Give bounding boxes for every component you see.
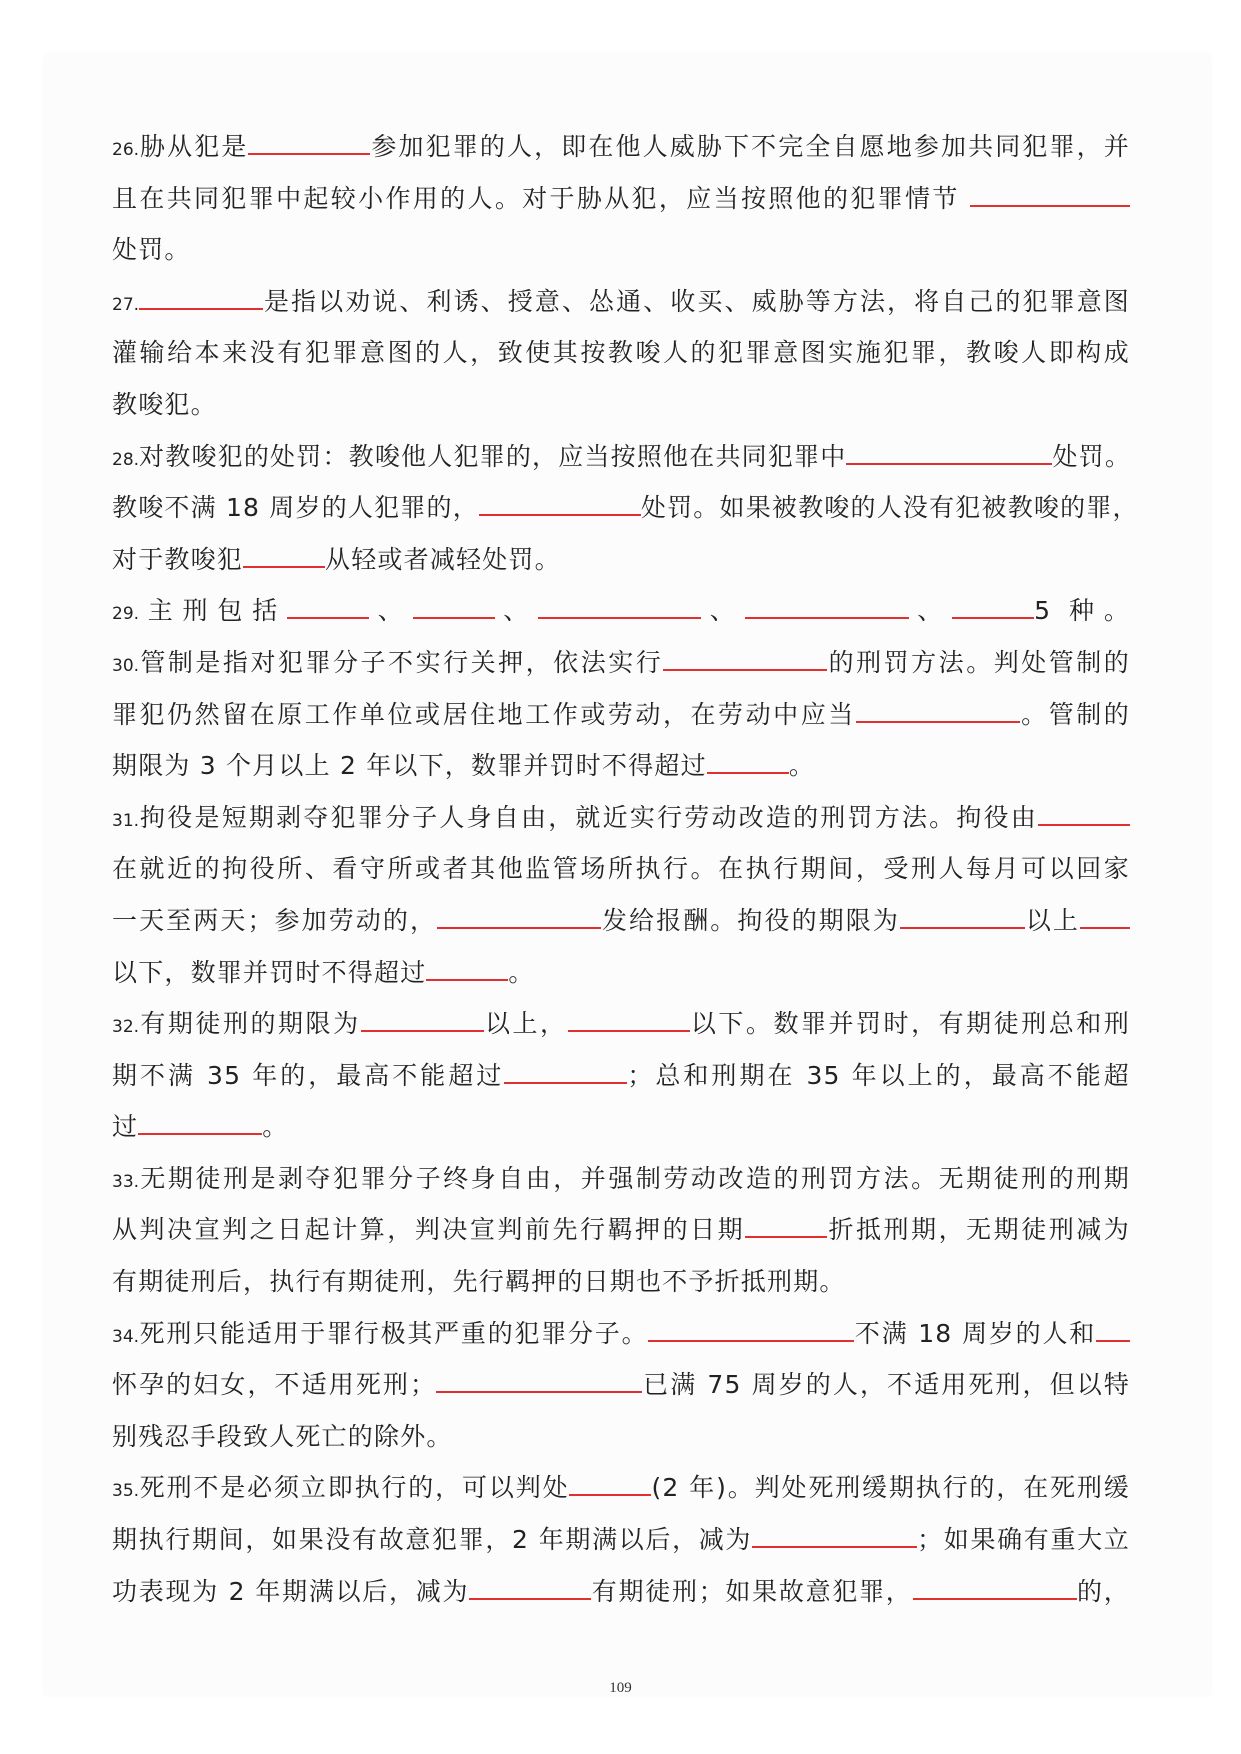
question-text: 处罚。	[1052, 441, 1132, 471]
question-text: 死刑不是必须立即执行的，可以判处	[139, 1473, 570, 1503]
question-text: ；如果确有重大立	[917, 1525, 1130, 1555]
question-text: 以下。数罪并罚时，有期徒刑总和刑	[689, 1009, 1130, 1039]
fill-in-blank	[479, 492, 641, 516]
question-text: 胁从犯是	[139, 132, 249, 161]
fill-in-blank	[1096, 1318, 1130, 1342]
fill-in-blank	[248, 131, 370, 155]
question-text: 无期徒刑是剥夺犯罪分子终身自由，并强制劳动改造的刑罚方法。无期徒刑的刑期	[139, 1163, 1130, 1193]
question-number: 33.	[112, 1171, 140, 1192]
text-line	[112, 1106, 1130, 1158]
fill-in-blank	[436, 1369, 642, 1393]
fill-in-blank	[139, 286, 263, 310]
fill-in-blank	[569, 1472, 651, 1496]
question-text: 从轻或者减轻处罚。	[325, 544, 561, 574]
text-line	[112, 539, 1130, 591]
fill-in-blank	[361, 1008, 484, 1032]
question-text: 已满 75 周岁的人，不适用死刑，但以特	[642, 1370, 1130, 1400]
question-text: 罪犯仍然留在原工作单位或居住地工作或劳动，在劳动中应当	[112, 699, 856, 729]
question-text: 期执行期间，如果没有故意犯罪，2 年期满以后，减为	[112, 1525, 753, 1555]
question-number: 27.	[112, 294, 140, 315]
fill-in-blank	[752, 1524, 917, 1548]
fill-in-blank	[707, 750, 789, 774]
text-line	[112, 1313, 1130, 1365]
fill-in-blank	[426, 957, 508, 981]
question-text: 不满 18 周岁的人和	[854, 1318, 1096, 1348]
text-line	[112, 1467, 1130, 1519]
question-text: 拘役是短期剥夺犯罪分子人身自由，就近实行劳动改造的刑罚方法。拘役由	[139, 802, 1038, 832]
fill-in-blank	[745, 1214, 827, 1238]
question-number: 30.	[112, 655, 140, 676]
question-text: ；总和刑期在 35 年以上的，最高不能超	[627, 1060, 1130, 1090]
question-text: 的刑罚方法。判处管制的	[827, 647, 1130, 677]
question-text: 从判决宣判之日起计算，判决宣判前先行羁押的日期	[112, 1215, 746, 1245]
question-text: 、	[908, 596, 953, 626]
question-text: 功表现为 2 年期满以后，减为	[112, 1576, 470, 1606]
question-text: 、	[369, 596, 413, 626]
question-number: 32.	[112, 1017, 140, 1038]
question-text: 。管制的	[1019, 699, 1130, 729]
fill-in-blank	[243, 544, 325, 568]
question-text: 主刑包括	[139, 596, 288, 626]
question-text: 有期徒刑；如果故意犯罪，	[591, 1576, 913, 1606]
question-text: 折抵刑期，无期徒刑减为	[827, 1215, 1130, 1245]
question-text: 以下，数罪并罚时不得超过	[112, 957, 427, 987]
question-text: 怀孕的妇女，不适用死刑；	[112, 1370, 437, 1400]
question-text: 、	[701, 596, 745, 626]
question-text: 且在共同犯罪中起较小作用的人。对于胁从犯，应当按照他的犯罪情节	[112, 183, 970, 213]
question-text: 、	[494, 596, 539, 626]
question-text: 对于教唆犯	[112, 544, 244, 574]
text-line	[112, 178, 1130, 230]
question-text: 期不满 35 年的，最高不能超过	[112, 1060, 505, 1090]
text-line	[112, 900, 1130, 952]
fill-in-blank	[970, 183, 1130, 207]
question-text: 过	[112, 1112, 139, 1142]
question-number: 34.	[112, 1326, 140, 1347]
question-text: (2 年)。判处死刑缓期执行的，在死刑缓	[651, 1473, 1130, 1503]
fill-in-blank	[856, 699, 1020, 723]
fill-in-blank	[663, 647, 827, 671]
question-text: 5 种。	[1034, 596, 1131, 626]
fill-in-blank	[900, 905, 1025, 929]
fill-in-blank	[138, 1111, 262, 1135]
text-line	[112, 1055, 1130, 1107]
fill-in-blank	[913, 1576, 1077, 1600]
page-number: 109	[609, 1680, 632, 1696]
question-text: 。	[262, 1112, 289, 1142]
text-line	[112, 952, 1130, 1004]
question-text: 一天至两天；参加劳动的，	[112, 905, 438, 935]
question-text: 有期徒刑的期限为	[139, 1009, 361, 1039]
question-text: 死刑只能适用于罪行极其严重的犯罪分子。	[139, 1318, 649, 1348]
text-line	[112, 694, 1130, 746]
question-text: 在就近的拘役所、看守所或者其他监管场所执行。在执行期间，受刑人每月可以回家	[112, 854, 1130, 884]
text-line	[112, 487, 1139, 539]
text-line	[112, 1261, 1130, 1313]
text-line	[112, 126, 1130, 178]
text-line	[112, 436, 1130, 488]
question-number: 29.	[112, 604, 140, 625]
text-line	[112, 281, 1130, 333]
fill-in-blank	[437, 905, 601, 929]
question-text: 灌输给本来没有犯罪意图的人，致使其按教唆人的犯罪意图实施犯罪，教唆人即构成	[112, 338, 1130, 368]
text-line	[112, 384, 1130, 436]
text-line	[112, 1003, 1130, 1055]
fill-in-blank	[413, 595, 495, 619]
question-text: 教唆犯。	[112, 389, 217, 419]
text-line	[112, 1416, 1130, 1468]
question-text: 别残忍手段致人死亡的除外。	[112, 1421, 453, 1451]
text-line	[112, 332, 1130, 384]
fill-in-blank	[538, 595, 701, 619]
text-line	[112, 745, 1130, 797]
question-text: 是指以劝说、利诱、授意、怂通、收买、威胁等方法，将自己的犯罪意图	[263, 286, 1130, 316]
text-line	[112, 1364, 1130, 1416]
question-text: 对教唆犯的处罚：教唆他人犯罪的，应当按照他在共同犯罪中	[139, 441, 847, 471]
text-line	[112, 797, 1130, 849]
fill-in-blank	[1080, 905, 1130, 929]
text-line	[112, 1519, 1130, 1571]
question-text: 以上，	[483, 1009, 568, 1039]
text-line	[112, 848, 1130, 900]
fill-in-blank	[568, 1008, 690, 1032]
question-text: 管制是指对犯罪分子不实行关押，依法实行	[139, 647, 664, 677]
exercise-text	[112, 126, 1139, 1622]
fill-in-blank	[287, 595, 369, 619]
fill-in-blank	[648, 1318, 854, 1342]
question-text: 参加犯罪的人，即在他人威胁下不完全自愿地参加共同犯罪，并	[370, 132, 1130, 161]
text-line	[112, 229, 1130, 281]
text-line	[112, 1158, 1130, 1210]
question-text: 。	[508, 957, 535, 987]
question-number: 35.	[112, 1481, 140, 1502]
question-text: 教唆不满 18 周岁的人犯罪的，	[112, 493, 479, 523]
question-number: 28.	[112, 449, 140, 470]
text-line	[112, 590, 1130, 642]
fill-in-blank	[469, 1576, 591, 1600]
question-text: 处罚。	[112, 235, 191, 265]
question-number: 26.	[112, 140, 140, 160]
question-text: 以上	[1024, 905, 1081, 935]
fill-in-blank	[952, 595, 1034, 619]
fill-in-blank	[745, 595, 909, 619]
question-text: 。	[788, 751, 816, 781]
fill-in-blank	[846, 441, 1052, 465]
question-text: 发给报酬。拘役的期限为	[601, 905, 900, 935]
text-line	[112, 642, 1130, 694]
question-text: 期限为 3 个月以上 2 年以下，数罪并罚时不得超过	[112, 751, 707, 781]
question-text: 的，	[1076, 1576, 1130, 1606]
fill-in-blank	[504, 1060, 627, 1084]
fill-in-blank	[1038, 802, 1130, 826]
question-number: 31.	[112, 810, 140, 831]
question-text: 有期徒刑后，执行有期徒刑，先行羁押的日期也不予折抵刑期。	[112, 1267, 846, 1297]
text-line	[112, 1571, 1130, 1623]
text-line	[112, 1209, 1130, 1261]
question-text: 处罚。如果被教唆的人没有犯被教唆的罪，	[640, 493, 1139, 523]
